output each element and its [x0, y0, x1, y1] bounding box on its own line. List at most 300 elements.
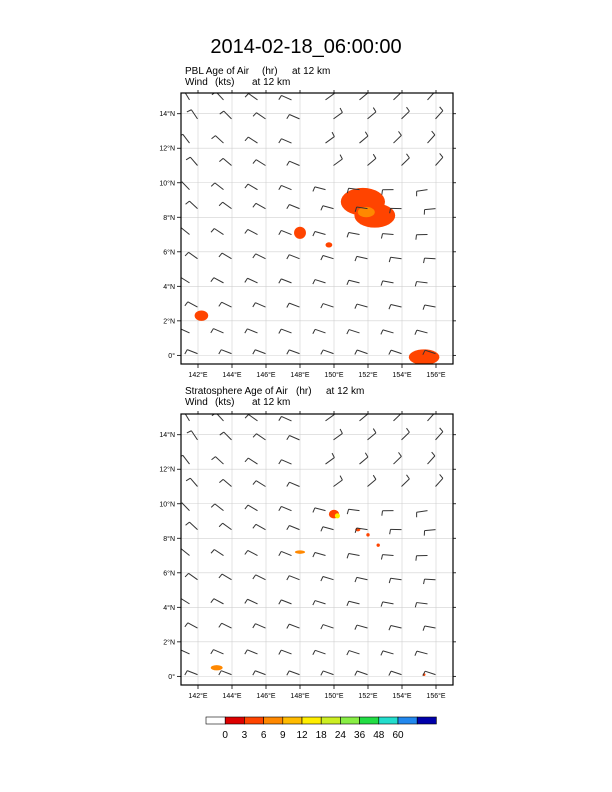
wind-barb-shaft	[281, 506, 291, 510]
wind-barb-shaft	[360, 414, 368, 421]
wind-barb-feather	[211, 228, 214, 232]
wind-barb	[253, 524, 266, 529]
y-tick-label: 10°N	[159, 501, 175, 509]
wind-barb-shaft	[224, 111, 232, 119]
wind-barb	[428, 409, 435, 421]
wind-barb-shaft	[213, 650, 223, 654]
wind-barb-feather	[416, 235, 417, 240]
wind-barb-feather	[177, 277, 180, 281]
wind-barb-shaft	[256, 160, 265, 166]
wind-barb-shaft	[326, 137, 335, 143]
wind-barb-feather	[245, 458, 248, 462]
wind-barb-shaft	[368, 112, 376, 119]
wind-barb-shaft	[281, 600, 291, 604]
wind-barb-shaft	[334, 112, 343, 118]
tracer-patch	[195, 310, 209, 320]
wind-barb	[253, 160, 266, 166]
wind-barb	[428, 88, 435, 100]
y-tick-label: 6°N	[163, 570, 175, 578]
wind-barb	[417, 511, 428, 518]
wind-barb-feather	[432, 88, 435, 92]
wind-barb-shaft	[223, 202, 232, 208]
wind-barb	[245, 599, 258, 604]
wind-barb-feather	[381, 330, 383, 335]
wind-barb-feather	[211, 549, 214, 553]
wind-barb-shaft	[360, 457, 368, 464]
wind-barb	[245, 94, 257, 100]
wind-barb-shaft	[349, 651, 359, 654]
wind-barb-shaft	[281, 416, 291, 420]
wind-barb	[245, 650, 258, 654]
wind-barb	[313, 552, 326, 557]
wind-barb	[415, 282, 427, 287]
wind-barb-shaft	[255, 671, 265, 675]
wind-barb	[287, 624, 300, 628]
wind-barb	[245, 550, 258, 555]
wind-barb-feather	[321, 256, 323, 261]
wind-barb-shaft	[281, 95, 291, 99]
wind-barb	[313, 280, 326, 285]
wind-barb	[424, 258, 436, 263]
wind-barb-shaft	[255, 350, 265, 354]
wind-barb-shaft	[349, 330, 359, 333]
wind-barb-feather	[416, 556, 417, 561]
y-tick-label: 6°N	[163, 249, 175, 257]
panel-2-subtitle-units: (kts)	[215, 397, 235, 408]
wind-barb	[368, 475, 376, 486]
wind-barb	[368, 108, 376, 119]
y-tick-label: 2°N	[163, 639, 175, 647]
wind-barb-feather	[313, 508, 315, 513]
wind-barb-feather	[313, 280, 315, 285]
wind-barb-shaft	[222, 623, 232, 628]
wind-barb-shaft	[181, 228, 190, 235]
wind-barb-feather	[245, 184, 248, 188]
wind-barb-feather	[398, 131, 401, 135]
wind-barb-shaft	[323, 304, 333, 307]
wind-barb	[347, 509, 359, 514]
wind-barb-shaft	[189, 522, 197, 529]
wind-barb-feather	[185, 252, 188, 256]
colorbar-box	[321, 717, 340, 724]
x-tick-label: 152°E	[358, 372, 378, 379]
tracer-patch	[377, 543, 380, 546]
wind-barb-feather	[279, 416, 282, 420]
wind-barb	[219, 350, 232, 354]
wind-barb-shaft	[256, 575, 266, 580]
wind-barb-feather	[211, 329, 214, 333]
wind-barb	[321, 577, 334, 582]
wind-barb-shaft	[428, 135, 435, 143]
wind-barb-shaft	[357, 577, 368, 579]
wind-barb-shaft	[402, 479, 410, 487]
wind-barb	[417, 190, 428, 197]
wind-barb-shaft	[360, 136, 368, 143]
wind-barb	[177, 549, 189, 556]
wind-barb	[287, 204, 300, 208]
wind-barb-feather	[424, 258, 425, 263]
y-tick-label: 14°N	[159, 432, 175, 440]
wind-barb-feather	[279, 650, 281, 654]
wind-barb-shaft	[349, 280, 360, 283]
wind-barb-feather	[179, 411, 184, 413]
wind-barb-feather	[287, 255, 289, 259]
wind-barb	[186, 478, 197, 486]
wind-barb	[279, 416, 292, 420]
wind-barb-shaft	[289, 204, 299, 208]
wind-barb	[313, 601, 326, 606]
wind-barb-shaft	[289, 525, 299, 529]
svg-text:Wind (kts) at 12	[185, 397, 290, 408]
wind-barb-shaft	[215, 504, 224, 511]
wind-barb-shaft	[326, 458, 335, 464]
panel-2-title-units: (hr)	[296, 386, 312, 397]
wind-barb	[177, 598, 190, 604]
wind-barb-shaft	[417, 511, 428, 513]
wind-barb-feather	[389, 257, 390, 262]
wind-barb	[347, 330, 360, 334]
wind-barb-feather	[321, 577, 323, 582]
wind-barb	[402, 107, 410, 119]
wind-barb-shaft	[391, 305, 402, 308]
wind-barb-feather	[279, 279, 281, 283]
wind-barb	[415, 330, 428, 335]
wind-barb	[211, 228, 224, 234]
wind-barb	[389, 626, 402, 631]
x-tick-label: 146°E	[256, 372, 276, 379]
wind-barb-shaft	[368, 479, 376, 486]
wind-barb-shaft	[334, 480, 343, 486]
wind-barb	[313, 187, 326, 192]
panel-2-plot-area	[177, 409, 453, 685]
wind-barb	[287, 671, 300, 675]
wind-barb	[279, 460, 292, 464]
wind-barb-feather	[340, 429, 342, 433]
wind-barb	[177, 228, 189, 235]
wind-barb-shaft	[183, 134, 190, 143]
wind-barb-shaft	[281, 139, 291, 143]
wind-barb-feather	[211, 599, 214, 603]
wind-barb	[360, 132, 368, 143]
wind-barb-shaft	[417, 330, 428, 333]
wind-barb-shaft	[425, 626, 436, 628]
wind-barb-shaft	[255, 624, 265, 628]
wind-barb	[253, 671, 266, 675]
wind-barb	[211, 599, 224, 604]
wind-barb-feather	[245, 550, 248, 554]
wind-barb-feather	[279, 230, 282, 234]
y-tick-label: 12°N	[159, 145, 175, 153]
wind-barb-feather	[347, 554, 349, 559]
colorbar-box	[360, 717, 379, 724]
wind-barb	[326, 410, 335, 421]
wind-barb-shaft	[383, 602, 394, 604]
wind-barb	[415, 603, 427, 608]
wind-barb	[287, 255, 300, 259]
wind-barb-shaft	[248, 184, 257, 190]
wind-barb-shaft	[188, 302, 198, 307]
wind-barb	[219, 479, 231, 486]
wind-barb	[381, 330, 394, 335]
wind-barb	[211, 183, 223, 190]
wind-barb-shaft	[357, 350, 367, 354]
wind-barb	[187, 110, 198, 119]
wind-barb-feather	[321, 206, 323, 211]
wind-barb-feather	[253, 671, 255, 675]
wind-barb	[219, 623, 232, 628]
wind-barb-shaft	[334, 433, 343, 439]
wind-barb-shaft	[383, 651, 394, 654]
wind-barb	[394, 88, 402, 100]
wind-barb-shaft	[402, 158, 410, 166]
wind-barb	[287, 350, 300, 354]
wind-barb-feather	[185, 671, 187, 675]
y-tick-label: 4°N	[163, 283, 175, 291]
wind-barb-shaft	[256, 203, 266, 208]
wind-barb-feather	[382, 190, 383, 195]
x-tick-label: 150°E	[324, 693, 344, 700]
wind-barb	[279, 600, 292, 604]
wind-barb	[321, 304, 334, 308]
wind-barb-shaft	[391, 257, 402, 258]
wind-barb	[389, 671, 402, 675]
wind-barb-feather	[406, 428, 409, 432]
wind-barb-feather	[253, 113, 256, 117]
wind-barb	[321, 206, 334, 211]
wind-barb	[321, 625, 334, 629]
wind-barb-feather	[381, 555, 382, 560]
wind-barb	[428, 452, 435, 464]
wind-barb	[245, 184, 258, 190]
colorbar-label: 60	[392, 730, 404, 741]
wind-barb-feather	[373, 108, 376, 112]
wind-barb	[347, 554, 359, 559]
svg-text:PBL Age of Air (hr)	[185, 66, 330, 77]
wind-barb	[355, 304, 368, 309]
wind-barb	[185, 302, 198, 307]
wind-barb-feather	[381, 234, 382, 239]
wind-barb-feather	[287, 525, 290, 529]
wind-barb-feather	[398, 88, 401, 92]
wind-barb-feather	[415, 282, 416, 287]
y-tick-label: 2°N	[163, 318, 175, 326]
wind-barb-shaft	[357, 304, 368, 307]
wind-barb-shaft	[360, 93, 368, 100]
wind-barb-feather	[253, 160, 256, 164]
wind-barb-shaft	[223, 479, 231, 486]
wind-barb	[186, 522, 198, 529]
wind-barb	[219, 574, 232, 580]
wind-barb-feather	[186, 201, 190, 204]
colorbar-box	[379, 717, 398, 724]
wind-barb-feather	[279, 139, 282, 143]
wind-barb-shaft	[256, 524, 266, 529]
wind-barb-feather	[347, 280, 349, 285]
wind-barb-feather	[219, 302, 222, 306]
wind-barb-feather	[219, 671, 221, 675]
wind-barb-shaft	[315, 650, 325, 654]
y-tick-label: 8°N	[163, 535, 175, 543]
wind-barb-feather	[313, 231, 315, 236]
wind-barb-feather	[355, 671, 357, 675]
y-tick-label: 14°N	[159, 111, 175, 119]
wind-barb-feather	[423, 305, 425, 310]
wind-barb	[436, 153, 443, 165]
wind-barb-shaft	[315, 187, 326, 190]
wind-barb-feather	[185, 623, 188, 627]
wind-barb-shaft	[391, 578, 402, 579]
wind-barb-shaft	[368, 158, 376, 165]
wind-barb-shaft	[334, 159, 343, 165]
wind-barb	[313, 329, 326, 333]
wind-barb-feather	[440, 107, 443, 111]
colorbar	[206, 717, 436, 741]
wind-barb-shaft	[425, 209, 436, 210]
wind-barb-shaft	[323, 625, 333, 628]
wind-barb	[177, 328, 190, 333]
wind-barb-shaft	[214, 549, 223, 555]
wind-barb-feather	[219, 350, 221, 354]
y-tick-label: 0°	[168, 673, 175, 681]
wind-barb	[416, 235, 428, 240]
wind-barb	[219, 671, 232, 675]
wind-barb-feather	[279, 460, 282, 464]
wind-barb-feather	[432, 131, 435, 135]
wind-barb-feather	[287, 303, 289, 307]
wind-barb-shaft	[289, 303, 299, 307]
wind-barb-shaft	[214, 228, 223, 234]
wind-barb	[185, 573, 197, 579]
wind-barb-shaft	[323, 577, 334, 580]
wind-barb	[424, 530, 435, 536]
wind-barb-shaft	[436, 157, 443, 165]
wind-barb-shaft	[256, 481, 265, 487]
x-tick-label: 148°E	[290, 372, 310, 379]
wind-barb-shaft	[323, 350, 333, 354]
wind-barb-shaft	[249, 415, 258, 421]
wind-barb-feather	[177, 598, 180, 602]
wind-barb-shaft	[357, 625, 368, 628]
wind-barb-feather	[440, 428, 443, 432]
wind-barb-feather	[253, 575, 256, 579]
wind-barb-feather	[406, 475, 409, 479]
wind-barb-feather	[355, 625, 357, 630]
panel-1-title-level: at 12 km	[292, 66, 331, 77]
wind-barb	[313, 231, 326, 236]
x-tick-label: 142°E	[188, 693, 208, 700]
wind-barb-feather	[355, 528, 356, 533]
wind-barb	[402, 428, 410, 440]
wind-barb-feather	[381, 651, 383, 656]
wind-barb	[245, 329, 258, 333]
wind-barb-shaft	[281, 650, 291, 654]
wind-barb-feather	[287, 161, 290, 165]
y-tick-label: 8°N	[163, 214, 175, 222]
colorbar-label: 18	[315, 730, 327, 741]
wind-barb	[211, 504, 223, 511]
wind-barb	[389, 305, 402, 310]
wind-barb-shaft	[436, 111, 443, 119]
wind-barb	[347, 233, 359, 238]
wind-barb-shaft	[187, 350, 197, 354]
wind-barb-shaft	[281, 460, 291, 464]
wind-barb	[416, 556, 428, 561]
wind-barb-shaft	[323, 256, 334, 259]
wind-barb	[402, 154, 410, 166]
wind-barb	[389, 578, 401, 583]
wind-barb	[279, 230, 292, 234]
wind-barb	[355, 350, 368, 354]
wind-barb-shaft	[190, 478, 197, 486]
x-tick-label: 156°E	[426, 693, 446, 700]
wind-barb-shaft	[289, 255, 299, 259]
wind-barb-shaft	[323, 206, 334, 209]
wind-barb-shaft	[349, 233, 360, 235]
colorbar-box	[417, 717, 436, 724]
wind-barb	[211, 329, 224, 333]
wind-barb-feather	[219, 574, 222, 578]
wind-barb	[436, 107, 443, 119]
wind-barb	[178, 455, 189, 464]
wind-barb-shaft	[255, 303, 265, 307]
wind-barb-feather	[415, 603, 416, 608]
wind-barb-feather	[347, 509, 348, 514]
wind-barb	[381, 555, 393, 560]
wind-barb-feather	[279, 95, 282, 99]
wind-barb-feather	[313, 552, 315, 557]
tracer-patch	[326, 242, 333, 247]
wind-barb-shaft	[383, 281, 394, 283]
wind-barb	[253, 481, 266, 487]
wind-barb	[219, 302, 232, 307]
wind-barb-feather	[219, 158, 223, 161]
wind-barb-feather	[355, 577, 357, 582]
wind-barb-shaft	[394, 456, 402, 464]
wind-barb-shaft	[249, 94, 258, 100]
wind-barb-feather	[253, 434, 256, 438]
wind-barb-shaft	[189, 201, 197, 208]
wind-barb-shaft	[248, 137, 257, 143]
panel-1-subtitle-units: (kts)	[215, 77, 235, 88]
wind-barb	[211, 650, 224, 654]
wind-barb	[321, 527, 334, 532]
wind-barb-shaft	[248, 458, 257, 464]
wind-barb-feather	[287, 482, 290, 486]
wind-barb-feather	[347, 651, 349, 655]
wind-barb-feather	[373, 154, 376, 158]
wind-barb-shaft	[215, 457, 223, 464]
wind-barb-shaft	[383, 555, 394, 556]
wind-barb	[423, 305, 435, 310]
wind-barb-feather	[245, 599, 248, 603]
wind-barb-feather	[313, 329, 315, 333]
wind-barb-feather	[432, 452, 435, 456]
wind-barb-shaft	[349, 601, 360, 604]
wind-barb	[212, 136, 224, 143]
wind-barb-feather	[321, 527, 323, 532]
wind-barb-shaft	[187, 671, 197, 675]
wind-barb-feather	[287, 114, 290, 118]
panel-1-plot-area	[177, 88, 453, 365]
wind-barb-feather	[381, 281, 383, 286]
wind-barb-feather	[253, 203, 256, 207]
wind-barb-shaft	[191, 431, 197, 440]
wind-barb	[436, 428, 443, 440]
wind-barb-feather	[179, 90, 184, 92]
wind-barb-shaft	[402, 111, 410, 119]
wind-barb-shaft	[417, 603, 428, 604]
wind-barb	[402, 475, 410, 487]
